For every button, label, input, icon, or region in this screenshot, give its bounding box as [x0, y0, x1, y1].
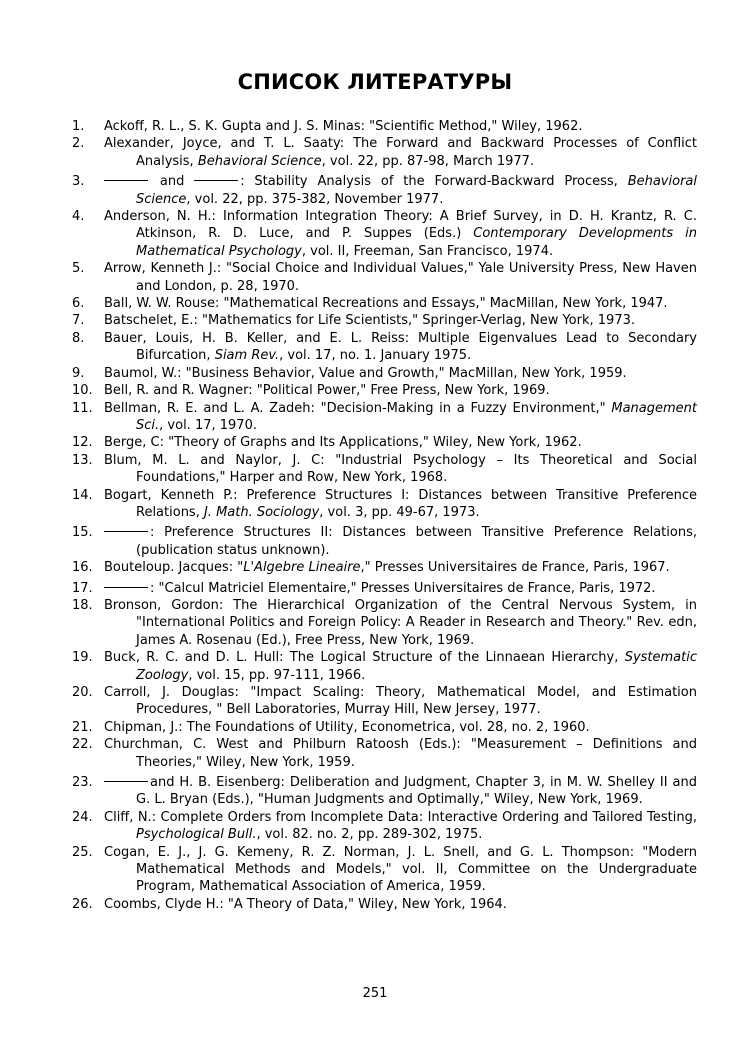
reference-text: Blum, M. L. and Naylor, J. C: "Industrial Psychology – Its Theoretical and Social Foundations," Harper and Row, New York, 1968.	[104, 452, 697, 486]
reference-text: and	[150, 174, 195, 190]
page-title: СПИСОК ЛИТЕРАТУРЫ	[237, 70, 513, 94]
reference-text: Chipman, J.: The Foundations of Utility, Econometrica, vol. 28, no. 2, 1960.	[104, 719, 590, 735]
reference-item	[72, 382, 697, 399]
reference-text: , vol. 17, no. 1. January 1975.	[279, 348, 472, 364]
reference-number: 1.	[72, 119, 85, 134]
reference-text: Bell, R. and R. Wagner: "Political Power," Free Press, New York, 1969.	[104, 383, 550, 399]
reference-text: and H. B. Eisenberg: Deliberation and Judgment, Chapter 3, in M. W. Shelley II and G. L. Bryan (Eds.), "Human Judgments and Optimally," Wiley, New York, 1969.	[136, 775, 697, 808]
reference-number: 5.	[72, 261, 85, 277]
reference-item	[72, 365, 697, 382]
reference-number: 13.	[72, 452, 93, 468]
reference-number: 7.	[72, 313, 85, 329]
reference-text: Cogan, E. J., J. G. Kemeny, R. Z. Norman, J. L. Snell, and G. L. Thompson: "Modern Mathematical Methods and Models," vol. II, Committee on the Undergraduate Program, Mathematical Association of America, 1959.	[104, 844, 697, 895]
reference-item	[72, 649, 697, 684]
reference-number: 8.	[72, 330, 85, 346]
reference-item	[72, 580, 697, 597]
reference-text: Arrow, Kenneth J.: "Social Choice and Individual Values," Yale University Press, New Haven and London, p. 28, 1970.	[104, 261, 697, 294]
ditto-dash	[194, 180, 238, 181]
reference-text: Ball, W. W. Rouse: "Mathematical Recreations and Essays," MacMillan, New York, 1947.	[104, 296, 668, 312]
reference-item	[72, 597, 697, 649]
reference-text: : Stability Analysis of the Forward-Backward Process,	[240, 174, 628, 190]
reference-text: : Preference Structures II: Distances between Transitive Preference Relations, (publication status unknown).	[136, 525, 697, 558]
reference-item	[72, 736, 697, 771]
reference-text: Cliff, N.: Complete Orders from Incomplete Data: Interactive Ordering and Tailored Testing,	[104, 809, 697, 825]
reference-number: 16.	[72, 560, 93, 576]
reference-text: , vol. 17, 1970.	[159, 417, 257, 433]
reference-text: Bogart, Kenneth P.: Preference Structures I: Distances between Transitive Preference Relations,	[104, 487, 697, 520]
reference-text: Coombs, Clyde H.: "A Theory of Data," Wiley, New York, 1964.	[104, 896, 507, 912]
ditto-dash	[104, 587, 148, 588]
reference-text: Carroll, J. Douglas: "Impact Scaling: Theory, Mathematical Model, and Estimation Procedures, " Bell Laboratories, Murray Hill, New Jersey, 1977.	[104, 685, 697, 718]
reference-item	[72, 719, 697, 736]
reference-item	[72, 524, 697, 559]
page-number: 251	[362, 986, 388, 1001]
ditto-dash	[104, 531, 148, 532]
reference-number: 14.	[72, 487, 93, 503]
reference-text: : "Calcul Matriciel Elementaire," Presses Universitaires de France, Paris, 1972.	[150, 580, 656, 596]
ditto-dash	[104, 180, 148, 181]
reference-number: 17.	[72, 580, 93, 596]
reference-text: Churchman, C. West and Philburn Ratoosh (Eds.): "Measurement – Definitions and Theories," Wiley, New York, 1959.	[104, 737, 697, 770]
reference-item	[72, 135, 697, 170]
reference-item	[72, 312, 697, 329]
reference-number: 10.	[72, 383, 93, 399]
reference-number: 12.	[72, 435, 93, 451]
reference-item	[72, 295, 697, 312]
reference-text: Ackoff, R. L., S. K. Gupta and J. S. Minas: "Scientific Method," Wiley, 1962.	[104, 119, 583, 134]
reference-number: 25.	[72, 844, 93, 860]
reference-text: Bauer, Louis, H. B. Keller, and E. L. Reiss: Multiple Eigenvalues Lead to Secondary Bifurcation,	[104, 330, 697, 364]
ditto-dash	[104, 781, 148, 782]
reference-item	[72, 330, 697, 365]
reference-item	[72, 260, 697, 295]
reference-number: 21.	[72, 719, 93, 735]
reference-number: 23.	[72, 775, 93, 791]
reference-text: , vol. 22, pp. 87-98, March 1977.	[321, 153, 535, 169]
reference-italic-title: Behavioral Science	[136, 174, 697, 207]
reference-item	[72, 434, 697, 451]
reference-text: Bouteloup. Jacques: "	[104, 560, 244, 576]
reference-italic-title: Behavioral Science	[197, 153, 322, 169]
reference-text: ," Presses Universitaires de France, Paris, 1967.	[360, 560, 670, 576]
reference-number: 11.	[72, 400, 93, 416]
reference-item	[72, 809, 697, 844]
reference-italic-title: L'Algebre Lineaire	[243, 560, 361, 576]
reference-italic-title: Siam Rev.	[214, 348, 280, 364]
reference-italic-title: Psychological Bull.	[136, 827, 257, 843]
reference-text: , vol. 3, pp. 49-67, 1973.	[319, 504, 480, 520]
reference-text: , vol. II, Freeman, San Francisco, 1974.	[301, 243, 554, 259]
reference-number: 9.	[72, 365, 85, 381]
reference-number: 18.	[72, 597, 93, 613]
reference-number: 22.	[72, 737, 93, 753]
reference-item	[72, 844, 697, 896]
reference-italic-title: Contemporary Developments in Mathematical Psychology	[136, 226, 697, 259]
reference-text: Batschelet, E.: "Mathematics for Life Scientists," Springer-Verlag, New York, 1973.	[104, 313, 635, 329]
reference-italic-title: J. Math. Sociology	[203, 504, 320, 520]
reference-number: 26.	[72, 896, 93, 912]
reference-number: 3.	[72, 174, 85, 190]
reference-text: , vol. 82. no. 2, pp. 289-302, 1975.	[256, 827, 483, 843]
reference-text: , vol. 15, pp. 97-111, 1966.	[188, 667, 366, 683]
reference-item	[72, 118, 697, 135]
reference-number: 15.	[72, 525, 93, 541]
reference-text: Baumol, W.: "Business Behavior, Value and Growth," MacMillan, New York, 1959.	[104, 365, 627, 381]
reference-item	[72, 400, 697, 435]
reference-item	[72, 452, 697, 487]
reference-text: Anderson, N. H.: Information Integration Theory: A Brief Survey, in D. H. Krantz, R. C. Atkinson, R. D. Luce, and P. Suppes (Eds.)	[104, 209, 697, 242]
reference-number: 24.	[72, 809, 93, 825]
reference-text: Bellman, R. E. and L. A. Zadeh: "Decision-Making in a Fuzzy Environment,"	[104, 400, 612, 416]
reference-item	[72, 684, 697, 719]
reference-item	[72, 487, 697, 522]
reference-number: 19.	[72, 650, 93, 666]
reference-item	[72, 173, 697, 208]
reference-item	[72, 208, 697, 260]
reference-number: 2.	[72, 136, 85, 152]
reference-item	[72, 559, 697, 576]
reference-italic-title: Systematic Zoology	[136, 650, 697, 683]
reference-text: Bronson, Gordon: The Hierarchical Organization of the Central Nervous System, in "International Politics and Foreign Policy: A Reader in Research and Theory." Rev. edn, James A. Rosenau (Ed.), Free Press, New York, 1969.	[104, 597, 697, 648]
reference-number: 6.	[72, 296, 85, 312]
reference-text: , vol. 22, pp. 375-382, November 1977.	[186, 191, 444, 207]
reference-item	[72, 774, 697, 809]
reference-text: Buck, R. C. and D. L. Hull: The Logical Structure of the Linnaean Hierarchy,	[104, 650, 625, 666]
reference-italic-title: Management Sci.	[136, 400, 697, 433]
reference-text: Berge, C: "Theory of Graphs and Its Applications," Wiley, New York, 1962.	[104, 435, 582, 451]
reference-text: Alexander, Joyce, and T. L. Saaty: The Forward and Backward Processes of Conflict Analysis,	[104, 136, 697, 169]
reference-item	[72, 896, 697, 913]
reference-number: 4.	[72, 209, 85, 225]
reference-number: 20.	[72, 685, 93, 700]
reference-list	[72, 118, 697, 913]
